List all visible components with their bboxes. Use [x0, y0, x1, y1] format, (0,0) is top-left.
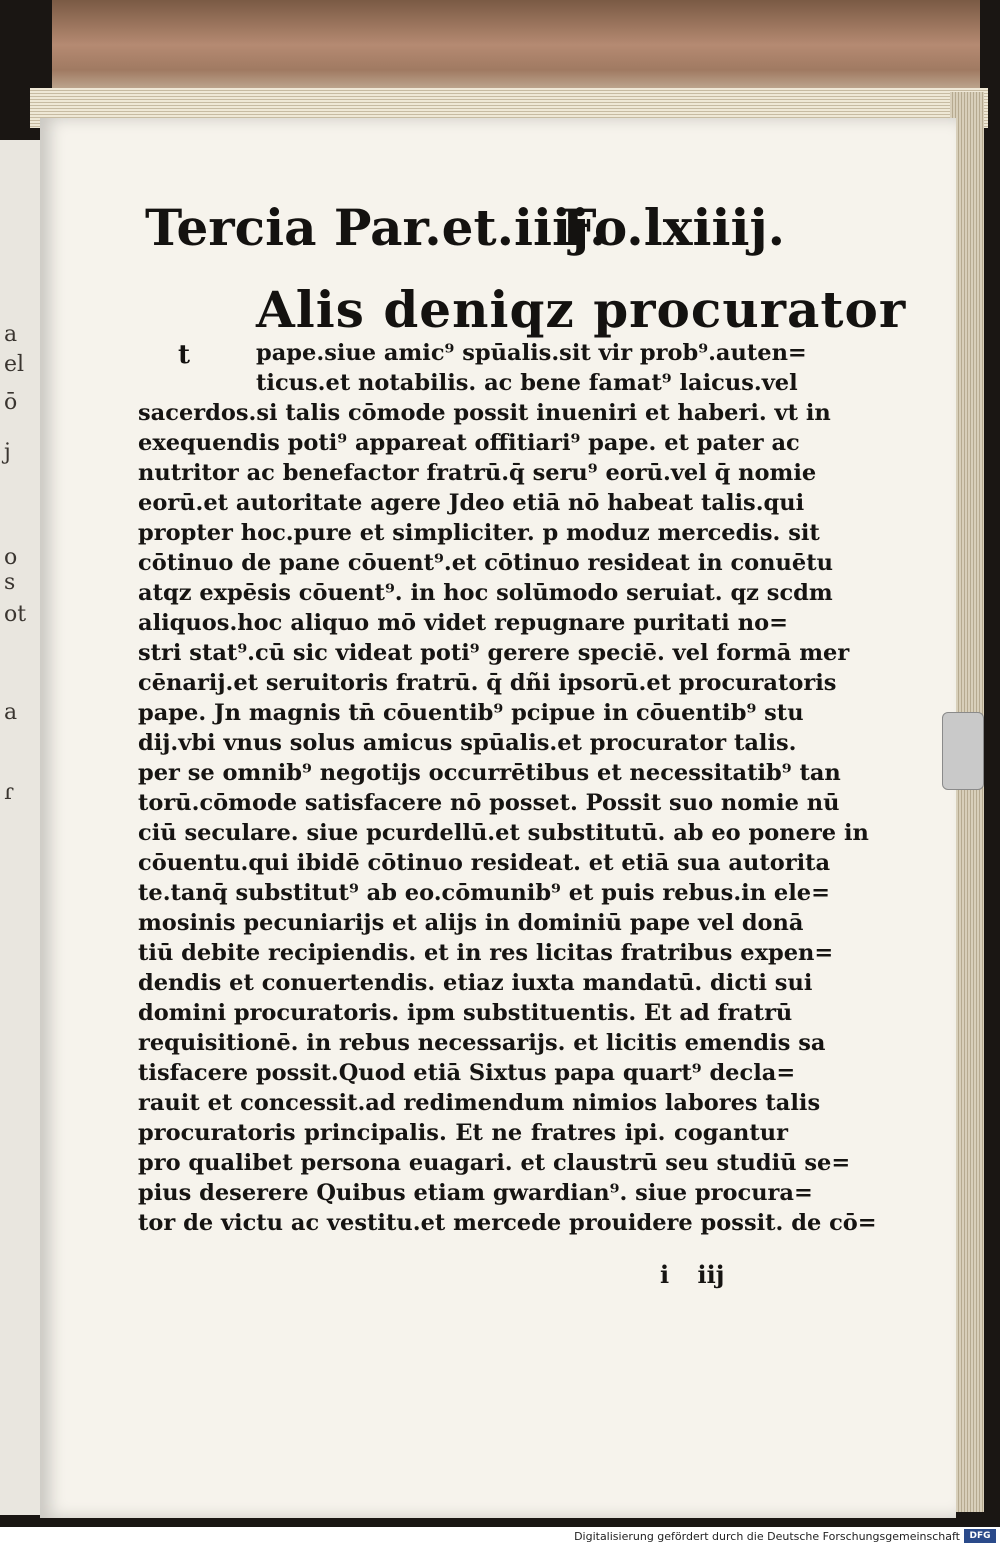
guide-letter: t	[178, 340, 191, 370]
text-line: cōtinuo de pane cōuent⁹.et cōtinuo resideat in conuētu	[138, 550, 833, 576]
text-line: stri stat⁹.cū sic videat poti⁹ gerere speciē. vel formā mer	[138, 640, 850, 666]
text-line: dendis et conuertendis. etiaz iuxta mandatū. dicti sui	[138, 970, 813, 996]
signature-mark: i iij	[660, 1260, 725, 1289]
prev-page-fragment: s	[4, 570, 16, 595]
prev-page-fragment: j	[4, 440, 11, 465]
text-line: pape.siue amic⁹ spūalis.sit vir prob⁹.auten=	[256, 340, 807, 366]
prev-page-fragment: ɾ	[4, 780, 14, 805]
prev-page-fragment: a	[4, 322, 18, 347]
prev-page-fragment: ot	[4, 602, 27, 627]
text-line: pius deserere Quibus etiam gwardian⁹. siue procura=	[138, 1180, 813, 1206]
text-line: pape. Jn magnis tn̄ cōuentib⁹ pcipue in cōuentib⁹ stu	[138, 700, 804, 726]
text-line: dij.vbi vnus solus amicus spūalis.et procurator talis.	[138, 730, 797, 756]
running-title: Tercia Par.et.iiij.	[145, 198, 607, 257]
text-line: te.tanq̄ substitut⁹ ab eo.cōmunib⁹ et puis rebus.in ele=	[138, 880, 830, 906]
text-line: requisitionē. in rebus necessarijs. et licitis emendis sa	[138, 1030, 826, 1056]
book-top-edge	[52, 0, 980, 100]
text-line: exequendis poti⁹ appareat offitiari⁹ pape. et pater ac	[138, 430, 800, 456]
text-line: cēnarij.et seruitoris fratrū. q̄ dñi ipsorū.et procuratoris	[138, 670, 837, 696]
text-line: aliquos.hoc aliquo mō videt repugnare puritati no=	[138, 610, 788, 636]
folio-number: Fo.lxiiij.	[561, 198, 785, 257]
text-line: tiū debite recipiendis. et in res licitas fratribus expen=	[138, 940, 834, 966]
prev-page-fragment: a	[4, 700, 18, 725]
incipit-heading: Alis deniqz procurator	[256, 280, 907, 339]
text-line: pro qualibet persona euagari. et claustrū seu studiū se=	[138, 1150, 851, 1176]
funding-notice: Digitalisierung gefördert durch die Deutsche Forschungsgemeinschaft	[574, 1530, 960, 1543]
prev-page-fragment: o	[4, 545, 18, 570]
text-line: rauit et concessit.ad redimendum nimios labores talis	[138, 1090, 821, 1116]
text-line: eorū.et autoritate agere Jdeo etiā nō habeat talis.qui	[138, 490, 805, 516]
text-line: ciū seculare. siue pcurdellū.et substitutū. ab eo ponere in	[138, 820, 869, 846]
text-line: procuratoris principalis. Et ne fratres ipi. cogantur	[138, 1120, 788, 1146]
text-line: ticus.et notabilis. ac bene famat⁹ laicus.vel	[256, 370, 798, 396]
footer-bar	[0, 1527, 1000, 1546]
text-line: torū.cōmode satisfacere nō posset. Possit suo nomie nū	[138, 790, 840, 816]
text-line: sacerdos.si talis cōmode possit inueniri et haberi. vt in	[138, 400, 831, 426]
text-line: domini procuratoris. ipm substituentis. Et ad fratrū	[138, 1000, 793, 1026]
text-line: tor de victu ac vestitu.et mercede prouidere possit. de cō=	[138, 1210, 877, 1236]
previous-page-edge	[0, 140, 41, 1515]
text-line: cōuentu.qui ibidē cōtinuo resideat. et etiā sua autorita	[138, 850, 831, 876]
text-line: mosinis pecuniarijs et alijs in dominiū pape vel donā	[138, 910, 804, 936]
text-line: tisfacere possit.Quod etiā Sixtus papa quart⁹ decla=	[138, 1060, 796, 1086]
page-marker-tab	[942, 712, 984, 790]
text-line: atqz expēsis cōuent⁹. in hoc solūmodo seruiat. qz scdm	[138, 580, 833, 606]
text-line: nutritor ac benefactor fratrū.q̄ seru⁹ eorū.vel q̄ nomie	[138, 460, 817, 486]
text-line: propter hoc.pure et simpliciter. p moduz mercedis. sit	[138, 520, 820, 546]
dfg-logo: DFG	[964, 1529, 996, 1543]
prev-page-fragment: el	[4, 352, 25, 377]
running-header	[145, 198, 785, 268]
prev-page-fragment: ō	[4, 390, 18, 415]
text-line: per se omnib⁹ negotijs occurrētibus et necessitatib⁹ tan	[138, 760, 841, 786]
